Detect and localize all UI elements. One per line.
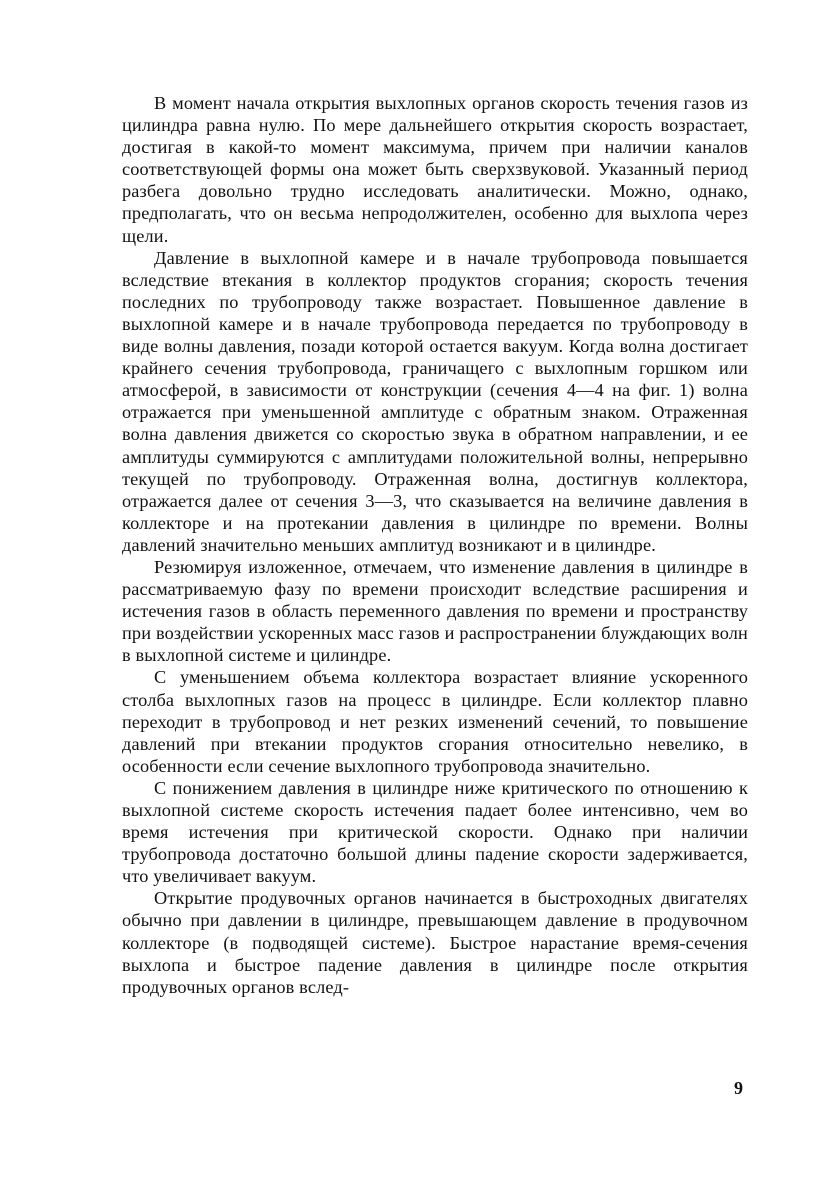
paragraph-3: Резюмируя изложенное, отмечаем, что изменение давления в цилиндре в рассматриваемую фазу по времени происходит вследствие расширения и истечения газов в область переменного давления по времени и пространству при воздействии ускоренных масс газов и распространении блуждающих волн в выхлопной системе и цилиндре.: [122, 556, 748, 666]
page-body-text: [122, 92, 748, 998]
paragraph-4: С уменьшением объема коллектора возрастает влияние ускоренного столба выхлопных газов на процесс в цилиндре. Если коллектор плавно переходит в трубопровод и нет резких изменений сечений, то повышение давлений при втекании продуктов сгорания относительно невелико, в особенности если сечение выхлопного трубопровода значительно.: [122, 667, 748, 776]
page-number: 9: [734, 1078, 743, 1098]
paragraph-6: Открытие продувочных органов начинается в быстроходных двигателях обычно при давлении в цилиндре, превышающем давление в продувочном коллекторе (в подводящей системе). Быстрое нарастание время-сечения выхлопа и быстрое падение давления в цилиндре после открытия продувочных органов вслед-: [122, 888, 748, 997]
paragraph-5: С понижением давления в цилиндре ниже критического по отношению к выхлопной системе скорость истечения падает более интенсивно, чем во время истечения при критической скорости. Однако при наличии трубопровода достаточно большой длины падение скорости задерживается, что увеличивает вакуум.: [122, 777, 748, 887]
paragraph-2: Давление в выхлопной камере и в начале трубопровода повышается вследствие втекания в коллектор продуктов сгорания; скорость течения последних по трубопроводу также возрастает. Повышенное давление в выхлопной камере и в начале трубопровода передается по трубопроводу в виде волны давления, позади которой остается вакуум. Когда волна достигает крайнего сечения трубопровода, граничащего с выхлопным горшком или атмосферой, в зависимости от конструкции (сечения 4—4 на фиг. 1) волна отражается при уменьшенной амплитуде с обратным знаком. Отраженная волна давления движется со скоростью звука в обратном направлении, и ее амплитуды суммируются с амплитудами положительной волны, непрерывно текущей по трубопроводу. Отраженная волна, достигнув коллектора, отражается далее от сечения 3—3, что сказывается на величине давления в коллекторе и на протекании давления в цилиндре по времени. Волны давлений значительно меньших амплитуд возникают и в цилиндре.: [122, 247, 748, 555]
paragraph-1: В момент начала открытия выхлопных органов скорость течения газов из цилиндра равна нулю. По мере дальнейшего открытия скорость возрастает, достигая в какой-то момент максимума, причем при наличии каналов соответствующей формы она может быть сверхзвуковой. Указанный период разбега довольно трудно исследовать аналитически. Можно, однако, предполагать, что он весьма непродолжителен, особенно для выхлопа через щели.: [122, 93, 748, 246]
